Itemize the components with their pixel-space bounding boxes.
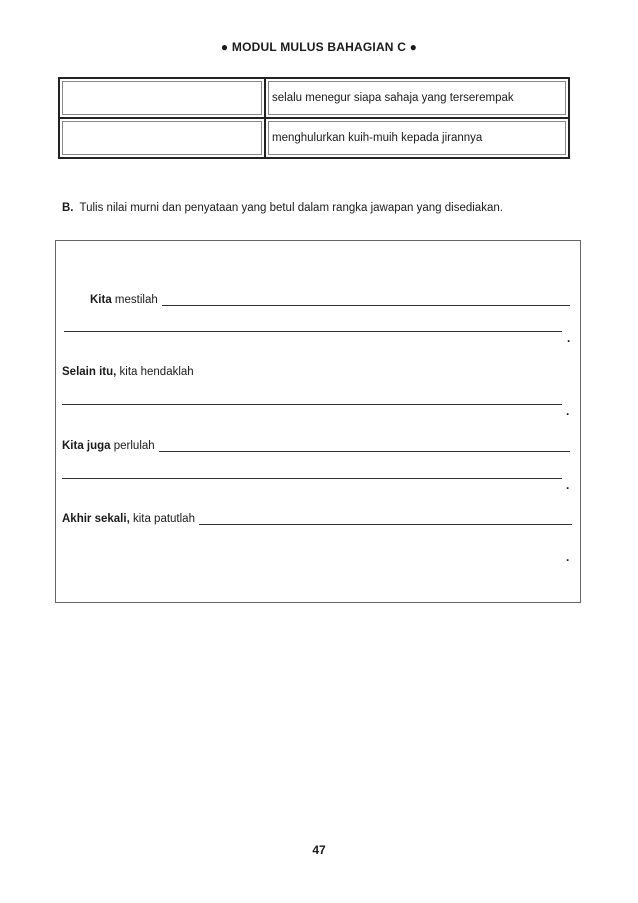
- line-2-bold: Selain itu,: [62, 366, 117, 378]
- line-1-text: mestilah: [111, 294, 158, 306]
- end-period: .: [566, 550, 570, 564]
- page-header: ● MODUL MULUS BAHAGIAN C ●: [220, 40, 418, 54]
- answer-blank-1[interactable]: [162, 293, 570, 306]
- instruction-text: Tulis nilai murni dan penyataan yang betul dalam rangka jawapan yang disediakan.: [79, 202, 503, 214]
- answer-cell[interactable]: [59, 78, 265, 118]
- answer-line-1: [90, 293, 570, 306]
- answer-blank-3[interactable]: [159, 439, 570, 452]
- answer-blank-4[interactable]: [199, 512, 572, 525]
- statement-cell: menghulurkan kuih-muih kepada jirannya: [265, 118, 569, 158]
- answer-blank-1b[interactable]: [64, 331, 562, 332]
- answer-line-2: [62, 366, 194, 378]
- answer-line-3: [62, 439, 570, 452]
- line-4-text: kita patutlah: [129, 513, 195, 525]
- line-1-bold: Kita: [90, 294, 112, 306]
- answer-line-4: [62, 512, 572, 525]
- end-period: .: [566, 404, 570, 418]
- page-number: 47: [312, 843, 326, 857]
- table-row: [59, 78, 569, 118]
- line-3-bold: Kita juga: [62, 440, 111, 452]
- statement-cell: selalu menegur siapa sahaja yang terserempak: [265, 78, 569, 118]
- end-period: .: [567, 331, 571, 345]
- line-4-bold: Akhir sekali,: [62, 513, 130, 525]
- table-row: [59, 118, 569, 158]
- end-period: .: [566, 478, 570, 492]
- line-2-text: kita hendaklah: [116, 366, 194, 378]
- section-label: B.: [62, 202, 74, 214]
- answer-blank-2[interactable]: [62, 404, 562, 405]
- section-b-instruction: [62, 202, 503, 214]
- answer-blank-3b[interactable]: [62, 478, 562, 479]
- line-3-text: perlulah: [110, 440, 155, 452]
- matching-table: [58, 77, 570, 159]
- answer-cell[interactable]: [59, 118, 265, 158]
